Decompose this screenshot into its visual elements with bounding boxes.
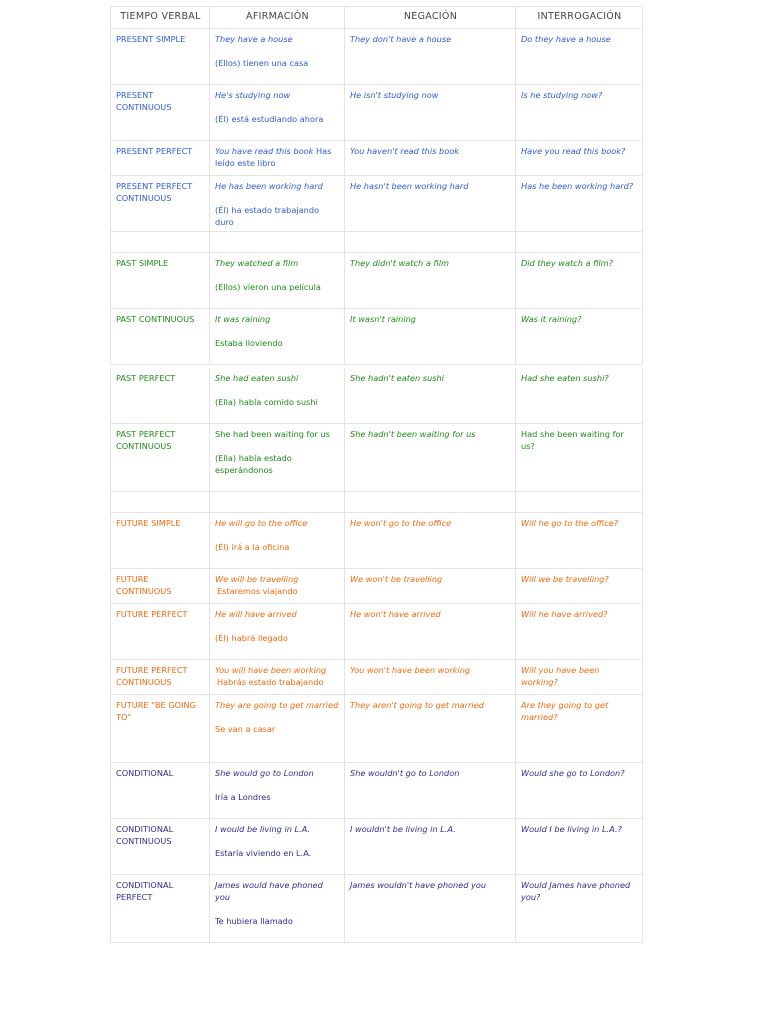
table-row (110, 141, 643, 176)
negation-cell: You haven't read this book (345, 141, 516, 176)
tense-label: FUTURE "BE GOING TO" (111, 695, 210, 763)
affirmation-en: We will be travelling (215, 574, 299, 584)
affirmation-cell (210, 763, 345, 819)
table-header-row (110, 6, 643, 29)
affirmation-cell (210, 569, 345, 604)
tense-label: FUTURE CONTINUOUS (111, 569, 210, 604)
affirmation-cell (210, 695, 345, 763)
affirmation-en: James would have phoned you (215, 880, 323, 902)
affirmation-es: (Él) irá a la oficina (215, 542, 290, 552)
header-affirmation: AFIRMACIÓN (210, 6, 345, 29)
table-row (110, 176, 643, 232)
affirmation-es: Estaría viviendo en L.A. (215, 848, 312, 858)
interrogation-cell: Had she eaten sushi? (516, 368, 643, 424)
affirmation-cell (210, 85, 345, 141)
tense-label: PRESENT PERFECT CONTINUOUS (111, 176, 210, 232)
interrogation-cell: Would she go to London? (516, 763, 643, 819)
interrogation-cell: Will you have been working? (516, 660, 643, 695)
verb-tenses-table (110, 6, 643, 943)
interrogation-cell: Would I be living in L.A.? (516, 819, 643, 875)
affirmation-en: You will have been working (215, 665, 327, 675)
negation-cell: He hasn't been working hard (345, 176, 516, 232)
affirmation-es: Se van a casar (215, 724, 276, 734)
affirmation-cell (210, 875, 345, 943)
tense-label: PRESENT PERFECT (111, 141, 210, 176)
affirmation-en: They watched a film (215, 258, 299, 268)
tense-label: FUTURE SIMPLE (111, 513, 210, 569)
affirmation-en: He will have arrived (215, 609, 297, 619)
affirmation-cell (210, 368, 345, 424)
affirmation-es: (Ella) había comido sushi (215, 397, 318, 407)
table-row (110, 660, 643, 695)
interrogation-cell: Will he go to the office? (516, 513, 643, 569)
negation-cell: James wouldn't have phoned you (345, 875, 516, 943)
tense-label: FUTURE PERFECT CONTINUOUS (111, 660, 210, 695)
table-row (110, 368, 643, 424)
tense-label: PRESENT SIMPLE (111, 29, 210, 85)
affirmation-es: (Él) ha estado trabajando duro (215, 205, 320, 227)
interrogation-cell: Will he have arrived? (516, 604, 643, 660)
negation-cell: You won't have been working (345, 660, 516, 695)
negation-cell: He won't go to the office (345, 513, 516, 569)
negation-cell: They don't have a house (345, 29, 516, 85)
table-row (110, 604, 643, 660)
table-row (110, 29, 643, 85)
negation-cell: I wouldn't be living in L.A. (345, 819, 516, 875)
affirmation-en: She had eaten sushi (215, 373, 299, 383)
tense-label: CONDITIONAL CONTINUOUS (111, 819, 210, 875)
affirmation-en: I would be living in L.A. (215, 824, 311, 834)
affirmation-cell (210, 309, 345, 365)
negation-cell: She hadn't been waiting for us (345, 424, 516, 492)
table-row (110, 424, 643, 492)
affirmation-cell (210, 29, 345, 85)
negation-cell: He won't have arrived (345, 604, 516, 660)
negation-cell: They didn't watch a film (345, 253, 516, 309)
spacer-row (110, 492, 643, 513)
interrogation-cell: Is he studying now? (516, 85, 643, 141)
affirmation-en: It was raining (215, 314, 271, 324)
affirmation-en: He will go to the office (215, 518, 308, 528)
tense-label: PRESENT CONTINUOUS (111, 85, 210, 141)
interrogation-cell: Did they watch a film? (516, 253, 643, 309)
negation-cell: They aren't going to get married (345, 695, 516, 763)
affirmation-en: He's studying now (215, 90, 291, 100)
negation-cell: It wasn't raining (345, 309, 516, 365)
tense-label: PAST CONTINUOUS (111, 309, 210, 365)
table-row (110, 695, 643, 763)
affirmation-cell (210, 513, 345, 569)
affirmation-es: (Él) habrá llegado (215, 633, 288, 643)
table-row (110, 309, 643, 365)
affirmation-en: He has been working hard (215, 181, 323, 191)
affirmation-en: They have a house (215, 34, 293, 44)
table-row (110, 875, 643, 943)
table-row (110, 85, 643, 141)
negation-cell: She wouldn't go to London (345, 763, 516, 819)
table-row (110, 569, 643, 604)
affirmation-en: She would go to London (215, 768, 314, 778)
affirmation-es: Estaba lloviendo (215, 338, 283, 348)
table-row (110, 253, 643, 309)
tense-label: PAST SIMPLE (111, 253, 210, 309)
table-row (110, 819, 643, 875)
affirmation-en: They are going to get married (215, 700, 339, 710)
tense-label: CONDITIONAL PERFECT (111, 875, 210, 943)
tense-label: CONDITIONAL (111, 763, 210, 819)
interrogation-cell: Do they have a house (516, 29, 643, 85)
affirmation-cell (210, 604, 345, 660)
affirmation-cell (210, 424, 345, 492)
interrogation-cell: Had she been waiting for us? (516, 424, 643, 492)
affirmation-es: (Ellos) tienen una casa (215, 58, 309, 68)
interrogation-cell: Was it raining? (516, 309, 643, 365)
interrogation-cell: Will we be travelling? (516, 569, 643, 604)
affirmation-en: She had been waiting for us (215, 429, 330, 439)
affirmation-es: (Ellos) vieron una película (215, 282, 321, 292)
table-row (110, 763, 643, 819)
affirmation-es: Habrás estado trabajando (217, 677, 324, 687)
affirmation-es: (Ella) había estado esperándonos (215, 453, 292, 475)
interrogation-cell: Has he been working hard? (516, 176, 643, 232)
affirmation-es: (Él) está estudiando ahora (215, 114, 324, 124)
affirmation-en: You have read this book (215, 146, 314, 156)
affirmation-es: Has leído este libro (215, 146, 332, 168)
interrogation-cell: Have you read this book? (516, 141, 643, 176)
tense-label: PAST PERFECT (111, 368, 210, 424)
affirmation-cell (210, 253, 345, 309)
negation-cell: He isn't studying now (345, 85, 516, 141)
affirmation-es: Estaremos viajando (217, 586, 298, 596)
negation-cell: We won't be travelling (345, 569, 516, 604)
affirmation-cell (210, 141, 345, 176)
header-negation: NEGACIÓN (345, 6, 516, 29)
table-row (110, 513, 643, 569)
affirmation-cell (210, 176, 345, 232)
interrogation-cell: Are they going to get married? (516, 695, 643, 763)
negation-cell: She hadn't eaten sushi (345, 368, 516, 424)
affirmation-es: Iría a Londres (215, 792, 271, 802)
affirmation-es: Te hubiera llamado (215, 916, 293, 926)
spacer-row (110, 232, 643, 253)
header-interrogation: INTERROGACIÓN (516, 6, 643, 29)
affirmation-cell (210, 819, 345, 875)
tense-label: PAST PERFECT CONTINUOUS (111, 424, 210, 492)
affirmation-cell (210, 660, 345, 695)
interrogation-cell: Would James have phoned you? (516, 875, 643, 943)
tense-label: FUTURE PERFECT (111, 604, 210, 660)
header-tense: TIEMPO VERBAL (111, 6, 210, 29)
